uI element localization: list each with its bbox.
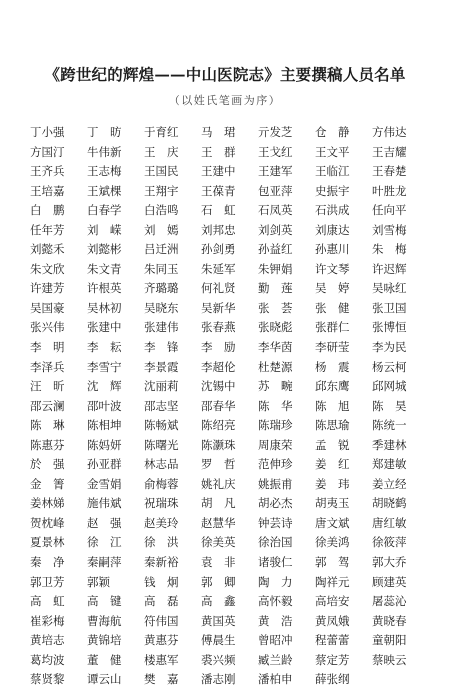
name-entry: 朱文欣 bbox=[30, 261, 65, 276]
name-entry: 陈绍亮 bbox=[201, 418, 236, 433]
name-entry: 张春燕 bbox=[201, 320, 236, 335]
name-entry: 李超伦 bbox=[201, 359, 236, 374]
name-entry: 李景霞 bbox=[144, 359, 179, 374]
name-entry: 刘懿彬 bbox=[87, 242, 122, 257]
name-entry: 吴林初 bbox=[87, 300, 122, 315]
name-entry: 王斌棵 bbox=[87, 183, 122, 198]
name-entry: 吴咏红 bbox=[372, 281, 407, 296]
name-entry: 马 珺 bbox=[201, 125, 236, 139]
name-entry: 李 励 bbox=[201, 340, 236, 355]
name-entry: 祝瑞珠 bbox=[144, 496, 179, 511]
name-entry: 王国民 bbox=[144, 164, 179, 179]
name-entry: 方伟达 bbox=[372, 125, 407, 139]
name-entry: 林志品 bbox=[144, 457, 179, 472]
name-entry: 郭卫芳 bbox=[30, 574, 65, 589]
name-entry: 朱同玉 bbox=[144, 261, 179, 276]
name-entry: 崔彩梅 bbox=[30, 613, 65, 628]
name-entry: 于育红 bbox=[144, 125, 179, 139]
name-entry: 陈灏珠 bbox=[201, 437, 236, 452]
name-entry: 姚礼庆 bbox=[201, 476, 236, 491]
name-entry: 秦新裕 bbox=[144, 555, 179, 570]
name-entry: 潘志刚 bbox=[201, 672, 236, 687]
name-entry: 李华茵 bbox=[258, 340, 293, 355]
name-entry: 郑建敏 bbox=[372, 457, 407, 472]
name-entry: 高 虹 bbox=[30, 594, 65, 609]
name-entry: 王戈红 bbox=[258, 144, 293, 159]
name-entry: 施伟斌 bbox=[87, 496, 122, 511]
name-entry: 诸骏仁 bbox=[258, 555, 293, 570]
name-entry: 沈丽莉 bbox=[144, 379, 179, 394]
name-entry: 吴 婷 bbox=[315, 281, 350, 296]
name-entry: 胡晓鹤 bbox=[372, 496, 407, 511]
name-entry: 王 庆 bbox=[144, 144, 179, 159]
name-entry: 於 强 bbox=[30, 457, 65, 472]
name-entry: 王培嘉 bbox=[30, 183, 65, 198]
name-entry: 赵 强 bbox=[87, 515, 122, 530]
name-entry: 童朝阳 bbox=[372, 633, 407, 648]
name-entry: 曾昭冲 bbox=[258, 633, 293, 648]
name-entry: 孙剑勇 bbox=[201, 242, 236, 257]
name-entry: 钱 炯 bbox=[144, 574, 179, 589]
name-entry: 邵叶波 bbox=[87, 398, 122, 413]
name-entry: 黄惠芬 bbox=[144, 633, 179, 648]
name-entry: 葛均波 bbox=[30, 652, 65, 667]
name-entry: 陈 华 bbox=[258, 398, 293, 413]
name-entry: 屠蕊沁 bbox=[372, 594, 407, 609]
name-entry: 石洪成 bbox=[315, 203, 350, 218]
name-entry: 刘雪梅 bbox=[372, 222, 407, 237]
name-entry: 范伸珍 bbox=[258, 457, 293, 472]
name-entry: 白浩鸣 bbox=[144, 203, 179, 218]
name-entry: 王齐兵 bbox=[30, 164, 65, 179]
name-entry: 刘邦忠 bbox=[201, 222, 236, 237]
name-entry: 汪 昕 bbox=[30, 379, 65, 394]
name-entry: 袁 非 bbox=[201, 555, 236, 570]
name-entry: 贺枕峰 bbox=[30, 515, 65, 530]
name-entry: 夏景林 bbox=[30, 535, 65, 550]
name-entry: 孙亚群 bbox=[87, 457, 122, 472]
name-entry: 陈 旭 bbox=[315, 398, 350, 413]
name-entry: 王文平 bbox=[315, 144, 350, 159]
name-entry: 薛张纲 bbox=[315, 672, 350, 687]
name-entry: 樊 嘉 bbox=[144, 672, 179, 687]
name-entry: 谭云山 bbox=[87, 672, 122, 687]
name-entry: 郭 卿 bbox=[201, 574, 236, 589]
name-entry: 何礼贤 bbox=[201, 281, 236, 296]
name-entry: 任向平 bbox=[372, 203, 407, 218]
name-entry: 朱延军 bbox=[201, 261, 236, 276]
name-entry: 石凤英 bbox=[258, 203, 293, 218]
name-entry: 许建芳 bbox=[30, 281, 65, 296]
name-entry: 黄培志 bbox=[30, 633, 65, 648]
name-entry: 王建中 bbox=[201, 164, 236, 179]
name-entry: 陈 昊 bbox=[372, 398, 407, 413]
name-entry: 李 耘 bbox=[87, 340, 122, 355]
name-entry: 董 健 bbox=[87, 652, 122, 667]
name-entry: 刘剑英 bbox=[258, 222, 293, 237]
name-entry: 陈畅斌 bbox=[144, 418, 179, 433]
name-entry: 李泽兵 bbox=[30, 359, 65, 374]
name-entry: 王志梅 bbox=[87, 164, 122, 179]
name-entry: 黄国英 bbox=[201, 613, 236, 628]
name-entry: 陈统一 bbox=[372, 418, 407, 433]
name-entry: 胡必杰 bbox=[258, 496, 293, 511]
name-entry: 张建中 bbox=[87, 320, 122, 335]
name-entry: 任年芳 bbox=[30, 222, 65, 237]
name-entry: 史振宇 bbox=[315, 183, 350, 198]
name-entry: 陈惠芬 bbox=[30, 437, 65, 452]
name-entry: 孙益红 bbox=[258, 242, 293, 257]
name-entry: 吴新华 bbox=[201, 300, 236, 315]
name-entry: 刘康达 bbox=[315, 222, 350, 237]
name-entry: 王吉耀 bbox=[372, 144, 407, 159]
name-entry: 高培安 bbox=[315, 594, 350, 609]
name-entry: 李为民 bbox=[372, 340, 407, 355]
name-entry: 张博恒 bbox=[372, 320, 407, 335]
name-entry: 陈思瑜 bbox=[315, 418, 350, 433]
name-entry: 沈 辉 bbox=[87, 379, 122, 394]
name-entry: 赵慧华 bbox=[201, 515, 236, 530]
name-entry: 王葆青 bbox=[201, 183, 236, 198]
name-entry: 季建林 bbox=[372, 437, 407, 452]
name-entry: 姜 红 bbox=[315, 457, 350, 472]
name-entry: 李 锋 bbox=[144, 340, 179, 355]
name-entry: 邵云澜 bbox=[30, 398, 65, 413]
name-entry: 王建军 bbox=[258, 164, 293, 179]
names-grid bbox=[30, 123, 430, 690]
name-entry: 高 键 bbox=[87, 594, 122, 609]
name-entry: 陶 力 bbox=[258, 574, 293, 589]
name-entry: 白 鹏 bbox=[30, 203, 65, 218]
name-entry: 秦嗣萍 bbox=[87, 555, 122, 570]
name-entry: 张晓彪 bbox=[258, 320, 293, 335]
document-title: 《跨世纪的辉煌——中山医院志》主要撰稿人员名单 bbox=[44, 65, 406, 84]
name-entry: 杨 震 bbox=[315, 359, 350, 374]
name-entry: 邱东鹰 bbox=[315, 379, 350, 394]
name-entry: 胡夷玉 bbox=[315, 496, 350, 511]
name-entry: 孙惠川 bbox=[315, 242, 350, 257]
name-entry: 许根英 bbox=[87, 281, 122, 296]
name-entry: 蔡映云 bbox=[372, 652, 407, 667]
name-entry: 姚振甫 bbox=[258, 476, 293, 491]
name-entry: 臧兰龄 bbox=[258, 652, 293, 667]
name-entry: 蔡贤黎 bbox=[30, 672, 65, 687]
name-entry: 姜林娣 bbox=[30, 496, 65, 511]
name-entry: 高 鑫 bbox=[201, 594, 236, 609]
name-entry: 傅晨生 bbox=[201, 633, 236, 648]
name-entry: 顾建英 bbox=[372, 574, 407, 589]
name-entry: 陈妈妍 bbox=[87, 437, 122, 452]
name-entry: 刘 嫣 bbox=[144, 222, 179, 237]
name-entry: 姜 玮 bbox=[315, 476, 350, 491]
name-entry: 丁小强 bbox=[30, 125, 65, 139]
name-entry: 黄凤娥 bbox=[315, 613, 350, 628]
name-entry: 姜立经 bbox=[372, 476, 407, 491]
name-entry: 王翔宇 bbox=[144, 183, 179, 198]
name-entry: 王临江 bbox=[315, 164, 350, 179]
name-entry: 黄晓春 bbox=[372, 613, 407, 628]
name-entry: 楼惠军 bbox=[144, 652, 179, 667]
name-entry: 郭 驾 bbox=[315, 555, 350, 570]
name-entry: 齐璐璐 bbox=[144, 281, 179, 296]
document-subtitle: （以姓氏笔画为序） bbox=[168, 94, 282, 107]
name-entry: 裘兴频 bbox=[201, 652, 236, 667]
name-entry: 陈相坤 bbox=[87, 418, 122, 433]
name-entry: 刘 嵘 bbox=[87, 222, 122, 237]
name-entry: 叶胜龙 bbox=[372, 183, 407, 198]
name-entry: 黄 浩 bbox=[258, 613, 293, 628]
name-entry: 徐美英 bbox=[201, 535, 236, 550]
name-entry: 苏 畹 bbox=[258, 379, 293, 394]
name-entry: 孟 锐 bbox=[315, 437, 350, 452]
name-entry: 朱 梅 bbox=[372, 242, 407, 257]
name-entry: 刘懿禾 bbox=[30, 242, 65, 257]
name-entry: 程蕾蕾 bbox=[315, 633, 350, 648]
name-entry: 张建伟 bbox=[144, 320, 179, 335]
name-entry: 白春学 bbox=[87, 203, 122, 218]
name-entry: 亓发芝 bbox=[258, 125, 293, 139]
name-entry: 杨云柯 bbox=[372, 359, 407, 374]
name-entry: 徐筱萍 bbox=[372, 535, 407, 550]
name-entry: 吕迁洲 bbox=[144, 242, 179, 257]
name-entry: 王春楚 bbox=[372, 164, 407, 179]
name-entry: 胡 凡 bbox=[201, 496, 236, 511]
name-entry: 王 群 bbox=[201, 144, 236, 159]
name-entry: 朱钾娟 bbox=[258, 261, 293, 276]
name-entry: 吴晓东 bbox=[144, 300, 179, 315]
name-entry: 牛伟新 bbox=[87, 144, 122, 159]
name-entry: 钟芸诗 bbox=[258, 515, 293, 530]
name-entry: 陈曙光 bbox=[144, 437, 179, 452]
name-entry: 陈瑞珍 bbox=[258, 418, 293, 433]
name-entry: 张群仁 bbox=[315, 320, 350, 335]
name-entry: 郭颖 bbox=[87, 574, 110, 589]
name-entry: 李雪宁 bbox=[87, 359, 122, 374]
name-entry: 吴国豪 bbox=[30, 300, 65, 315]
name-entry: 许迟辉 bbox=[372, 261, 407, 276]
name-entry: 石 虹 bbox=[201, 203, 236, 218]
name-entry: 符伟国 bbox=[144, 613, 179, 628]
name-entry: 赵美玲 bbox=[144, 515, 179, 530]
name-entry: 徐治国 bbox=[258, 535, 293, 550]
name-entry: 张卫国 bbox=[372, 300, 407, 315]
name-entry: 仓 静 bbox=[315, 125, 350, 139]
name-entry: 李研莹 bbox=[315, 340, 350, 355]
name-entry: 金雪娟 bbox=[87, 476, 122, 491]
name-entry: 张 荟 bbox=[258, 300, 293, 315]
name-entry: 徐 洪 bbox=[144, 535, 179, 550]
name-entry: 张兴伟 bbox=[30, 320, 65, 335]
name-entry: 陈 琳 bbox=[30, 418, 65, 433]
name-entry: 俞梅蓉 bbox=[144, 476, 179, 491]
name-entry: 张 健 bbox=[315, 300, 350, 315]
name-entry: 唐红敏 bbox=[372, 515, 407, 530]
name-entry: 包亚萍 bbox=[258, 183, 293, 198]
name-entry: 勤 莲 bbox=[258, 281, 293, 296]
name-entry: 罗 哲 bbox=[201, 457, 236, 472]
name-entry: 唐文斌 bbox=[315, 515, 350, 530]
name-entry: 沈锡中 bbox=[201, 379, 236, 394]
name-entry: 黄锦培 bbox=[87, 633, 122, 648]
name-entry: 方国汀 bbox=[30, 144, 65, 159]
name-entry: 邵志坚 bbox=[144, 398, 179, 413]
name-entry: 朱文青 bbox=[87, 261, 122, 276]
name-entry: 金 箐 bbox=[30, 476, 65, 491]
name-entry: 潘柏申 bbox=[258, 672, 293, 687]
name-entry: 蔡定芳 bbox=[315, 652, 350, 667]
name-entry: 秦 净 bbox=[30, 555, 65, 570]
name-entry: 许文琴 bbox=[315, 261, 350, 276]
name-entry: 徐 江 bbox=[87, 535, 122, 550]
name-entry: 邱网城 bbox=[372, 379, 407, 394]
name-entry: 曹海航 bbox=[87, 613, 122, 628]
name-entry: 杜楚源 bbox=[258, 359, 293, 374]
name-entry: 高怀毅 bbox=[258, 594, 293, 609]
name-entry: 郭大乔 bbox=[372, 555, 407, 570]
name-entry: 徐美鸿 bbox=[315, 535, 350, 550]
name-entry: 邵春华 bbox=[201, 398, 236, 413]
name-entry: 高 磊 bbox=[144, 594, 179, 609]
name-entry: 周康荣 bbox=[258, 437, 293, 452]
name-entry: 陶祥元 bbox=[315, 574, 350, 589]
name-entry: 丁 昉 bbox=[87, 125, 122, 139]
name-entry: 李 明 bbox=[30, 340, 65, 355]
